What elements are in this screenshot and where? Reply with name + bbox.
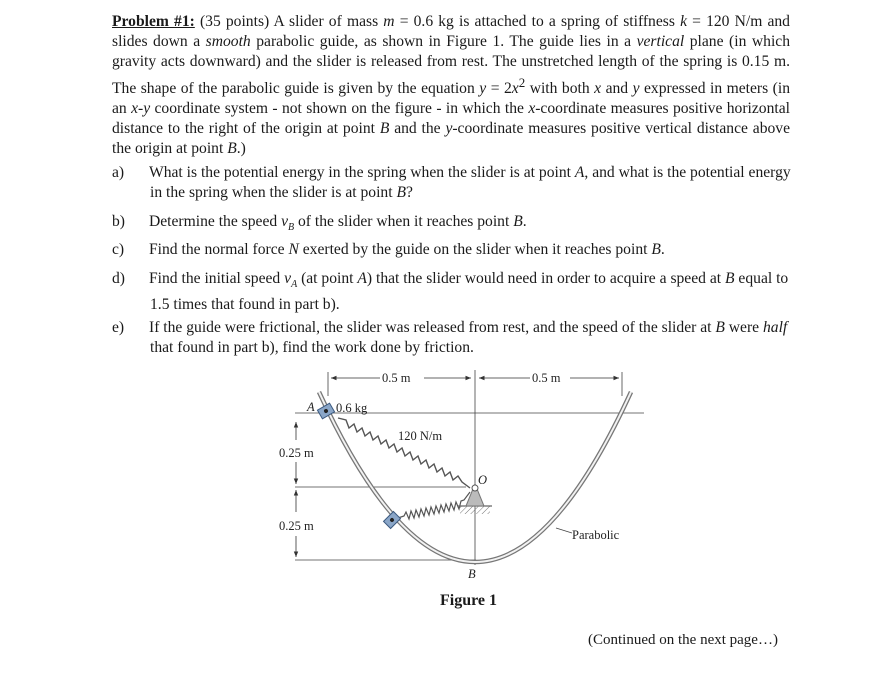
pivot-ground [460,506,490,514]
question-b: b) Determine the speed $v_B$ of the slider when it reaches point B. [112,213,527,234]
dim-right-label: 0.5 m [532,371,561,385]
question-e: e) If the guide were frictional, the slider was released from rest, and the speed of the slider at B were half that found in part b), find the work done by friction. [112,319,788,357]
figure-caption: Figure 1 [440,592,498,609]
dim-upper-label: 0.25 m [279,446,314,460]
question-d: d) Find the initial speed $v_A$ (at point A) that the slider would need in order to acquire a speed at B equal to 1.5 times that found in part b). [112,270,789,314]
point-b-label: B [468,567,476,581]
mass-label: 0.6 kg [336,401,368,415]
dim-lower-label: 0.25 m [279,519,314,533]
dim-left-label: 0.5 m [382,371,411,385]
point-o-label: O [478,473,488,487]
point-a-label: A [307,400,315,414]
continued-note: (Continued on the next page…) [588,632,778,648]
slider-lower [384,512,401,529]
question-a: a) What is the potential energy in the spring when the slider is at point A, and what is the potential energy in the spring when the slider is at point B? [112,164,791,202]
question-c: c) Find the normal force N exerted by the guide on the slider when it reaches point B. [112,241,665,258]
problem-statement: Problem #1: (35 points) A slider of mass m = 0.6 kg is attached to a spring of stiffness k = 120 N/m and slides down a smooth parabolic guide, as shown in Figure 1. The guide lies in a vertical plane (in which gravity acts downward) and the slider is released from rest. The unstretched length of the spring is 0.15 m. The shape of the parabolic guide is given by the equation $y = 2x^2$ with both x and y expressed in meters (in an x-y coordinate system - not shown on the figure - in which the x-coordinate measures positive horizontal distance to the right of the origin at point B and the y-coordinate measures positive vertical distance above the origin at point B.) [112,13,791,158]
parabolic-label: Parabolic [572,528,620,542]
stiffness-label: 120 N/m [398,429,443,443]
problem-heading: Problem #1: [112,13,195,30]
